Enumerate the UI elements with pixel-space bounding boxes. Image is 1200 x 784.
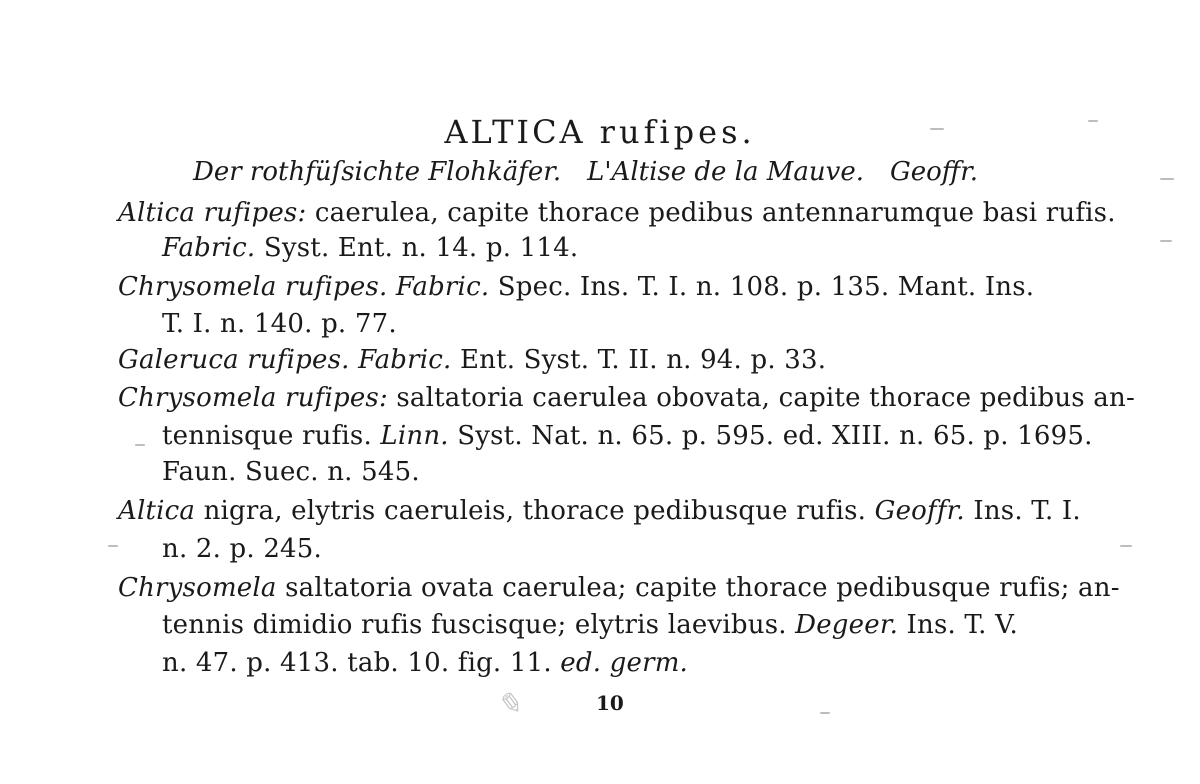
citation-text: Faun. Suec. n. 545. — [162, 457, 420, 487]
description-text: caerulea, capite thorace pedibus antennarumque basi rufis. — [306, 198, 1116, 228]
citation-text: Ins. T. I. — [964, 496, 1081, 526]
synonymy-line — [162, 532, 322, 566]
synonymy-line — [162, 307, 397, 341]
author-reference: Degeer. — [795, 610, 899, 640]
description-text: nigra, elytris caeruleis, thorace pedibusque rufis. — [195, 496, 875, 526]
print-speck — [930, 128, 944, 130]
print-speck — [820, 712, 830, 714]
description-text: saltatoria caerulea obovata, capite thorace pedibus an- — [387, 383, 1135, 413]
title-genus: ALTICA — [444, 113, 586, 151]
print-speck — [135, 444, 145, 446]
description-text: tennisque rufis. — [162, 421, 381, 451]
citation-text: T. I. n. 140. p. 77. — [162, 309, 397, 339]
citation-text: Syst. Ent. n. 14. p. 114. — [255, 233, 579, 263]
author-reference: Geoffr. — [889, 157, 979, 187]
print-speck — [1088, 120, 1098, 122]
page-number: 10 — [596, 691, 624, 715]
print-speck — [1160, 240, 1172, 242]
faint-stamp-mark: ✎ — [496, 687, 522, 722]
author-reference: Fabric. — [162, 233, 256, 263]
author-reference: Fabric. — [395, 272, 490, 302]
synonymy-line — [162, 646, 688, 680]
citation-text: Ent. Syst. T. II. n. 94. p. 33. — [451, 345, 827, 375]
synonymy-line — [118, 381, 1135, 415]
synonymy-line — [118, 196, 1116, 230]
print-speck — [1160, 178, 1174, 180]
print-speck — [1120, 545, 1132, 547]
edition-note: ed. germ. — [560, 648, 689, 678]
synonymy-line — [162, 419, 1093, 453]
german-name: Der rothfüſsichte Flohkäfer. — [193, 157, 562, 187]
synonymy-line — [118, 494, 1081, 528]
citation-text: Syst. Nat. n. 65. p. 595. ed. XIII. n. 65. p. 1695. — [448, 421, 1093, 451]
citation-text: n. 2. p. 245. — [162, 534, 323, 564]
synonymy-line — [162, 231, 578, 265]
citation-text: Spec. Ins. T. I. n. 108. p. 135. Mant. Ins. — [489, 272, 1035, 302]
synonymy-line — [162, 608, 1018, 642]
taxon-name: Chrysomela rufipes. — [118, 272, 388, 302]
citation-text: Ins. T. V. — [898, 610, 1018, 640]
taxon-name: Chrysomela rufipes: — [118, 383, 388, 413]
author-reference: Fabric. — [358, 345, 452, 375]
taxon-name: Chrysomela — [118, 573, 277, 603]
page-title — [0, 112, 1200, 152]
french-name: L'Altise de la Mauve. — [587, 157, 864, 187]
vernacular-names — [193, 155, 978, 189]
synonymy-line — [118, 270, 1034, 304]
description-text: saltatoria ovata caerulea; capite thorace pedibusque rufis; an- — [276, 573, 1120, 603]
citation-text: n. 47. p. 413. tab. 10. fig. 11. — [162, 648, 561, 678]
synonymy-line — [118, 571, 1120, 605]
print-speck — [108, 545, 118, 547]
taxon-name: Galeruca rufipes. — [118, 345, 350, 375]
synonymy-line — [118, 343, 826, 377]
description-text: tennis dimidio rufis fuscisque; elytris laevibus. — [162, 610, 796, 640]
taxon-name: Altica — [118, 496, 196, 526]
taxon-name: Altica rufipes: — [118, 198, 307, 228]
title-species: rufipes. — [599, 113, 756, 151]
synonymy-line — [162, 455, 420, 489]
author-reference: Linn. — [380, 421, 449, 451]
author-reference: Geoffr. — [874, 496, 965, 526]
